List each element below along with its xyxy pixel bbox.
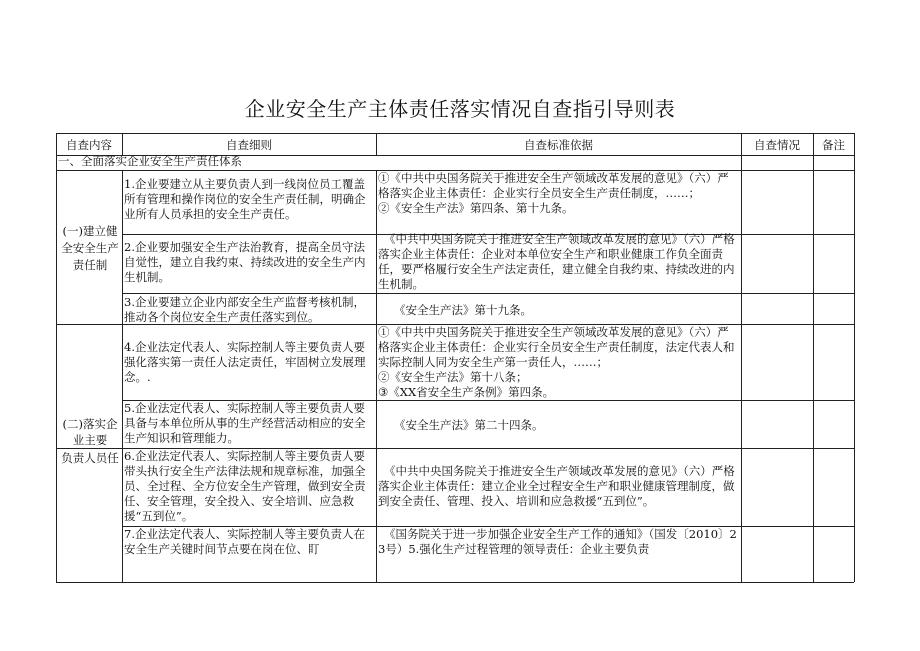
table-rule-left xyxy=(56,133,57,582)
table-cell-detail: 6.企业法定代表人、实际控制人等主要负责人要带头执行安全生产法律法规和规章标准，加强全员、全过程、全方位安全生产管理，做到安全责任、安全管理，安全投入、安全培训、应急救援“五到位”。 xyxy=(124,449,366,523)
table-cell-detail: 7.企业法定代表人、实际控制人等主要负责人在安全生产关键时间节点要在岗在位、盯 xyxy=(124,527,365,556)
table-cell-detail: 5.企业法定代表人、实际控制人等主要负责人要具备与本单位所从事的生产经营活动相应的安全生产知识和管理能力。 xyxy=(124,401,366,445)
table-cell-basis: ①《中共中央国务院关于推进安全生产领域改革发展的意见》（六）严格落实企业主体责任：企业实行全员安全生产责任制度，……； ②《安全生产法》第四条、第十九条。 xyxy=(378,171,729,215)
group-label: 负责人员任 xyxy=(61,451,119,465)
table-cell-detail: 4.企业法定代表人、实际控制人等主要负责人要强化落实第一责任人法定责任，牢固树立发展理念。. xyxy=(124,340,366,384)
table-cell-basis: 《中共中央国务院关于推进安全生产领域改革发展的意见》（六）严格落实企业主体责任：企业对本单位安全生产和职业健康工作负全面责任，要严格履行安全生产法定责任，建立健全自我约束、持续改进的内生机制。 xyxy=(378,232,735,291)
table-cell-basis: 《安全生产法》第二十四条。 xyxy=(394,418,544,432)
table-rule-col4 xyxy=(813,133,814,582)
table-cell-detail: 1.企业要建立从主要负责人到一线岗位员工覆盖所有管理和操作岗位的安全生产责任制，明确企业所有人员承担的安全生产责任。 xyxy=(124,177,366,221)
table-cell-detail: 2.企业要加强安全生产法治教育，提高全员守法自觉性，建立自我约束、持续改进的安全生产内生机制。 xyxy=(124,240,366,284)
table-rule-right xyxy=(854,133,855,582)
header-status: 自查情况 xyxy=(754,138,800,152)
table-rule-col1-body xyxy=(122,170,123,582)
table-rule-bottom xyxy=(56,582,854,583)
table-rule-col3 xyxy=(741,133,742,582)
table-cell-detail: 3.企业要建立企业内部安全生产监督考核机制，推动各个岗位安全生产责任落实到位。 xyxy=(124,295,365,324)
table-rule-top xyxy=(56,133,854,134)
group-label: (二)落实企业主要 xyxy=(62,417,118,447)
section-title: 一、全面落实企业安全生产责任体系 xyxy=(58,154,242,168)
page-title: 企业安全生产主体责任落实情况自查指引导则表 xyxy=(244,97,676,121)
table-rule-col2-body xyxy=(376,170,377,582)
table-cell-basis: ①《中共中央国务院关于推进安全生产领域改革发展的意见》（六）严格落实企业主体责任：企业实行全员安全生产责任制度，法定代表人和实际控制人同为安全生产第一责任人，……； ②《安全生产法》第十八条； ③《XX省安全生产条例》第四条。 xyxy=(378,325,735,399)
group-label: (一)建立健全安全生产责任制 xyxy=(61,224,119,272)
header-remark: 备注 xyxy=(822,138,845,152)
header-detail: 自查细则 xyxy=(226,138,272,152)
table-cell-basis: 《中共中央国务院关于推进安全生产领域改革发展的意见》（六）严格落实企业主体责任：建立企业全过程安全生产和职业健康管理制度，做到安全责任、管理、投入、培训和应急救援“五到位”。 xyxy=(378,464,735,508)
table-rule-group2 xyxy=(56,448,122,449)
self-check-table xyxy=(56,133,854,582)
table-cell-basis: 《安全生产法》第十九条。 xyxy=(394,303,532,317)
table-cell-basis: 《国务院关于进一步加强企业安全生产工作的通知》（国发〔2010〕23号）5.强化生产过程管理的领导责任：企业主要负责 xyxy=(378,527,737,556)
header-content: 自查内容 xyxy=(66,138,112,152)
table-rule-row2 xyxy=(122,293,854,294)
header-basis: 自查标准依据 xyxy=(524,138,593,152)
